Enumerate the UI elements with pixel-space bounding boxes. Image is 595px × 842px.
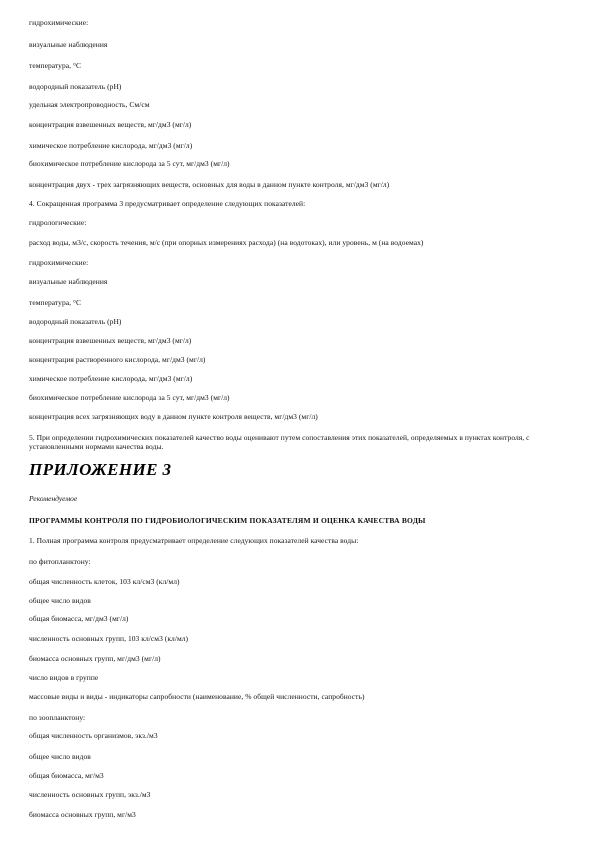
text-line: общее число видов xyxy=(29,752,91,761)
text-line: биохимическое потребление кислорода за 5 сут, мг/дм3 (мг/л) xyxy=(29,393,230,402)
text-line: общая численность клеток, 103 кл/см3 (кл/мл) xyxy=(29,577,180,586)
paragraph-1: 1. Полная программа контроля предусматривает определение следующих показателей качества воды: xyxy=(29,536,359,545)
text-line: общее число видов xyxy=(29,596,91,605)
text-line: общая численность организмов, экз./м3 xyxy=(29,731,158,740)
text-line: концентрация всех загрязняющих воду в данном пункте контроля веществ, мг/дм3 (мг/л) xyxy=(29,412,318,421)
text-line: водородный показатель (рН) xyxy=(29,317,122,326)
text-line: температура, °С xyxy=(29,298,82,307)
text-line: концентрация взвешенных веществ, мг/дм3 (мг/л) xyxy=(29,120,192,129)
text-line: массовые виды и виды - индикаторы сапробности (наименование, % общей численности, сапробность) xyxy=(29,692,365,701)
text-line: биохимическое потребление кислорода за 5 сут, мг/дм3 (мг/л) xyxy=(29,159,230,168)
paragraph-5: 5. При определении гидрохимических показателей качество воды оценивают путем сопоставления этих показателей, определяемых в пунктах контроля, с установленными нормами качества воды. xyxy=(29,433,530,451)
text-line: число видов в группе xyxy=(29,673,99,682)
text-line: концентрация взвешенных веществ, мг/дм3 (мг/л) xyxy=(29,336,192,345)
text-line: температура, °С xyxy=(29,61,82,70)
text-line: общая биомасса, мг/м3 xyxy=(29,771,104,780)
text-line: удельная электропроводность, См/см xyxy=(29,100,150,109)
appendix-title: ПРИЛОЖЕНИЕ 3 xyxy=(29,460,172,479)
paragraph-4: 4. Сокращенная программа 3 предусматривает определение следующих показателей: xyxy=(29,199,306,208)
text-line: расход воды, м3/с, скорость течения, м/с (при опорных измерениях расхода) (на водотоках), или уровень, м (на водоемах) xyxy=(29,238,424,247)
text-line: численность основных групп, экз./м3 xyxy=(29,790,151,799)
text-line: визуальные наблюдения xyxy=(29,277,108,286)
text-line: общая биомасса, мг/дм3 (мг/л) xyxy=(29,614,129,623)
text-line: по фитопланктону: xyxy=(29,557,91,566)
appendix-heading: ПРОГРАММЫ КОНТРОЛЯ ПО ГИДРОБИОЛОГИЧЕСКИМ ПОКАЗАТЕЛЯМ И ОЦЕНКА КАЧЕСТВА ВОДЫ xyxy=(29,516,426,525)
text-line: биомасса основных групп, мг/м3 xyxy=(29,810,136,819)
text-line: численность основных групп, 103 кл/см3 (кл/мл) xyxy=(29,634,189,643)
text-line: визуальные наблюдения xyxy=(29,40,108,49)
text-line: водородный показатель (рН) xyxy=(29,82,122,91)
text-line: гидрохимические: xyxy=(29,18,89,27)
text-line: гидрохимические: xyxy=(29,258,89,267)
text-line: химическое потребление кислорода, мг/дм3 (мг/л) xyxy=(29,141,193,150)
text-line: по зоопланктону: xyxy=(29,713,86,722)
text-line: химическое потребление кислорода, мг/дм3 (мг/л) xyxy=(29,374,193,383)
appendix-status: Рекомендуемое xyxy=(29,494,78,503)
text-line: концентрация двух - трех загрязняющих веществ, основных для воды в данном пункте контроля, мг/дм3 (мг/л) xyxy=(29,180,390,189)
text-line: гидрологические: xyxy=(29,218,87,227)
text-line: концентрация растворенного кислорода, мг/дм3 (мг/л) xyxy=(29,355,206,364)
text-line: биомасса основных групп, мг/дм3 (мг/л) xyxy=(29,654,161,663)
